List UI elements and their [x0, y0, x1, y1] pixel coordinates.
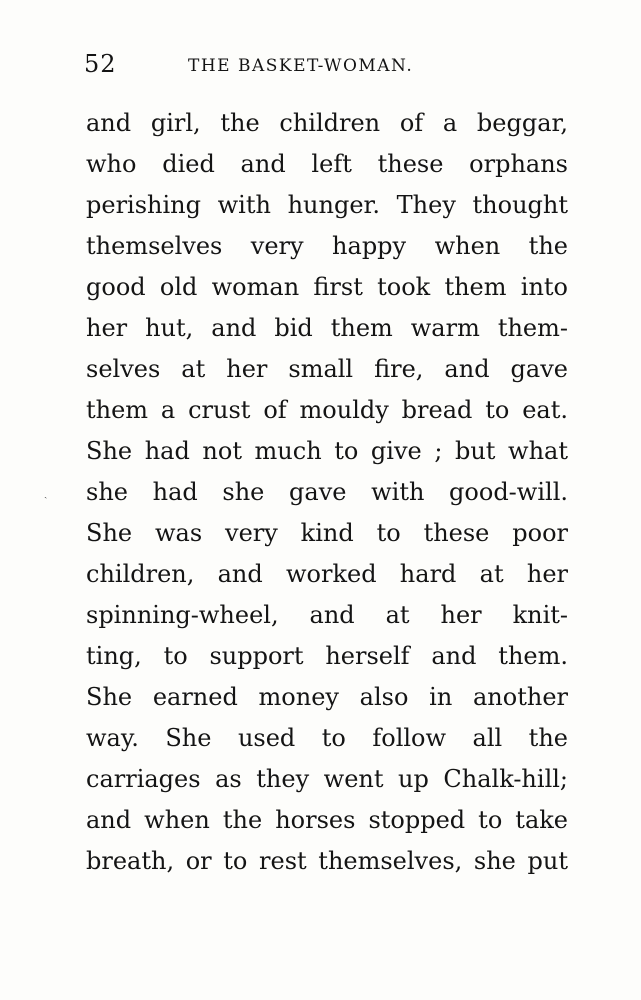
page-number: 52 — [84, 50, 117, 78]
text-line: way. She used to follow all the — [86, 724, 568, 752]
text-line: good old woman first took them into — [86, 273, 568, 301]
text-line: themselves very happy when the — [86, 232, 568, 260]
running-head — [84, 50, 566, 80]
text-line: perishing with hunger. They thought — [86, 191, 568, 219]
text-line: She had not much to give ; but what — [86, 437, 568, 465]
text-line: She was very kind to these poor — [86, 519, 568, 547]
text-line: carriages as they went up Chalk-hill; — [86, 765, 568, 793]
text-line: breath, or to rest themselves, she put — [86, 847, 568, 875]
text-line: children, and worked hard at her — [86, 560, 568, 588]
text-line: her hut, and bid them warm them- — [86, 314, 568, 342]
text-line: she had she gave with good-will. — [86, 478, 568, 506]
text-line: who died and left these orphans — [86, 150, 568, 178]
margin-speck: ˎ — [44, 488, 48, 499]
text-line: them a crust of mouldy bread to eat. — [86, 396, 568, 424]
body-text — [86, 103, 568, 882]
running-title: THE BASKET-WOMAN. — [188, 56, 414, 76]
text-line: spinning-wheel, and at her knit- — [86, 601, 568, 629]
text-line: She earned money also in another — [86, 683, 568, 711]
text-line: selves at her small fire, and gave — [86, 355, 568, 383]
text-line: and when the horses stopped to take — [86, 806, 568, 834]
text-line: ting, to support herself and them. — [86, 642, 568, 670]
text-line: and girl, the children of a beggar, — [86, 109, 568, 137]
